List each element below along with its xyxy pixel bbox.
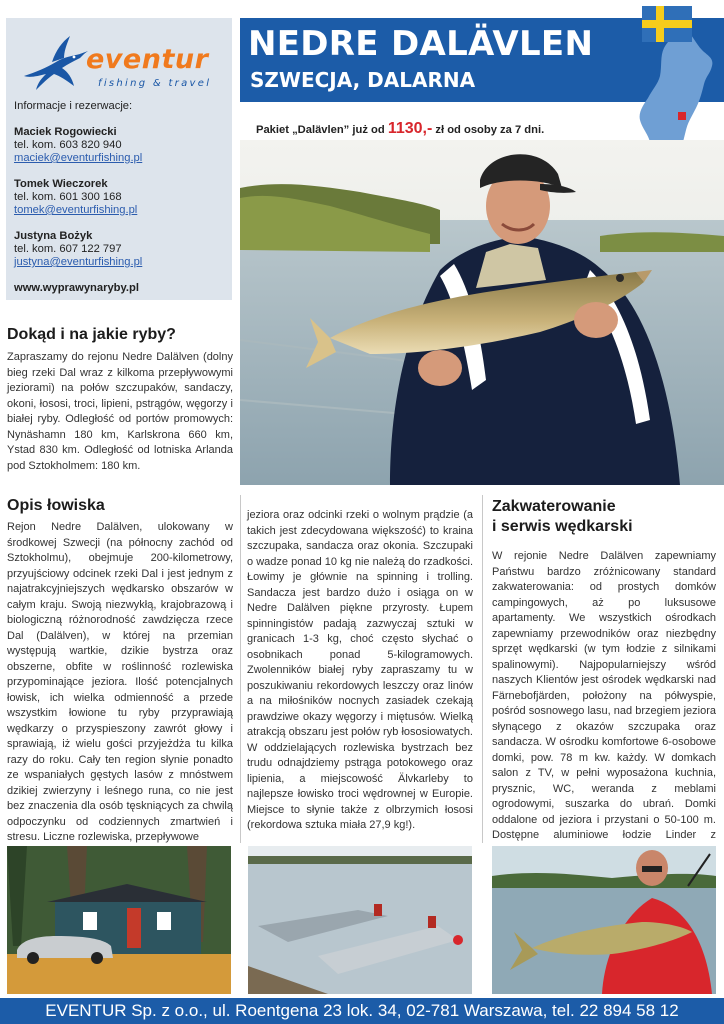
- brand-name: eventur: [86, 44, 209, 75]
- photo-angler-with-pike: [492, 846, 716, 994]
- contact-phone: tel. kom. 601 300 168: [14, 191, 122, 203]
- website-link[interactable]: www.wyprawynaryby.pl: [14, 282, 139, 294]
- contact-email-link[interactable]: tomek@eventurfishing.pl: [14, 204, 138, 216]
- photo-cabin-in-forest: [7, 846, 231, 994]
- column-divider: [240, 495, 241, 843]
- accommodation-section-title: [492, 497, 633, 537]
- contact-email-link[interactable]: maciek@eventurfishing.pl: [14, 152, 143, 164]
- accommodation-title-line-2: i serwis wędkarski: [492, 518, 633, 535]
- footer-address: EVENTUR Sp. z o.o., ul. Roentgena 23 lok. 34, 02-781 Warszawa, tel. 22 894 58 12: [0, 998, 724, 1024]
- photo-boats-at-jetty: [248, 846, 472, 994]
- contact-name: Maciek Rogowiecki: [14, 126, 117, 138]
- contact-heading: Informacje i rezerwacje:: [14, 100, 133, 112]
- page-title: NEDRE DALÄVLEN: [248, 24, 594, 64]
- swordfish-logo-icon: [22, 32, 88, 96]
- description-text-column-2: jeziora oraz odcinki rzeki o wolnym prądzie (a takich jest zdecydowana większość) to kraina szczupaka, sandacza oraz okonia. Szczupaki o wadze ponad 10 kg nie należą do rzadkości. Łowimy je głównie na spinning i trolling. Sandacza jest bardzo dużo i osiąga on w Nedre Dalälven piękne przyrosty. Łupem spinningistów padają zazwyczaj sztuki w granicach 1-3 kg, choć często słychać o osobnikach ponad 5-kilogramowych. Zwolenników białej ryby zapraszamy tu w poszukiwaniu rekordowych leszczy oraz linów a na miłośników nocnych zasiadek czekają prawdziwe okazy węgorzy i miętusów. Wielką atrakcją obszaru jest połów ryb łososiowatych. W oddzielających rozlewiska bystrzach bez trudu odnajdziemy pstrąga potokowego oraz lipienia, a miejscowość Älvkarleby to najlepsze łowisko troci wędrownej w Europie. Miejsce to słynie także z olbrzymich łososi (rekordowa sztuka miała 27,9 kg!).: [247, 509, 473, 831]
- package-prefix: Pakiet „Dalävlen” już od: [256, 124, 385, 136]
- package-offer: [256, 120, 544, 138]
- contact-phone: tel. kom. 603 820 940: [14, 139, 122, 151]
- contact-phone: tel. kom. 607 122 797: [14, 243, 122, 255]
- accommodation-section-text: W rejonie Nedre Dalälven zapewniamy Państwu bardzo zróżnicowany standard zakwaterowania: od prostych domków campingowych, aż po luksusowe apartamenty. We wszystkich ośrodkach zapewniamy przewodników oraz niezbędny sprzęt wędkarski (w tym łodzie z silnikami spalinowymi). Najpopularniejszy wśród naszych Klientów jest ośrodek wędkarski nad Färnebofjärden, położony na półwyspie, pośród sosnowego lasu, nad brzegiem jeziora słynącego z okazów szczupaka oraz sandacza. W ośrodku komfortowe 6-osobowe domki, pow. 78 m kw. każdy. W domkach salon z TV, w pełni wyposażona kuchnia, prysznic, WC, weranda z meblami ogrodowymi, suszarka do ubrań. Domki oddalone od jeziora i przystani o 50-100 m. Dostępne aluminiowe łodzie Linder z: [492, 550, 716, 841]
- contact-person: [14, 126, 228, 165]
- brand-tagline: fishing & travel: [98, 78, 212, 89]
- package-price: 1130,-: [387, 120, 433, 137]
- page-subtitle: SZWECJA, DALARNA: [250, 68, 476, 92]
- package-suffix: zł od osoby za 7 dni.: [435, 124, 545, 136]
- description-text-column-1: Rejon Nedre Dalälven, ulokowany w środkowej Szwecji (na północny zachód od Sztokholmu), obejmuje 200-kilometrowy, przyujściowy odcinek rzeki Dal i jest jednym z najatrakcyjniejszych wędkarsko obszarów w całym kraju. Swoją niezwykłą, krajobrazową i biologiczną różnorodność zawdzięcza rzece Dal (Dalälven), w której na przemian występują wartkie, dzikie bystrza oraz obszerne, obfite w roślinność rozlewiska przypominające jeziora. Ilość potencjalnych łowisk, ich wielka odmienność a przede wszystkim łowione tu ryby przyprawiają wędkarzy o przyspieszony zawrót głowy i sprawiają, iż wielu gości przyjeżdża tu kilka razy do roku. Cały ten region słynie ponadto ze wspaniałych gęstych lasów z mnóstwem dzikiej zwierzyny i leśnego runa, co nie jest bez znaczenia dla osób tęskniących za chwilą odpoczynku od codziennych zmartwień i stresu. Liczne rozlewiska, przepływowe: [7, 521, 233, 843]
- description-section-title: Opis łowiska: [7, 497, 105, 514]
- accommodation-title-line-1: Zakwaterowanie: [492, 498, 616, 515]
- contact-email-link[interactable]: justyna@eventurfishing.pl: [14, 256, 143, 268]
- contact-panel: [6, 18, 232, 300]
- hero-photo-angler-with-zander: [240, 140, 724, 485]
- contact-name: Tomek Wieczorek: [14, 178, 108, 190]
- eventur-logo[interactable]: [18, 26, 228, 104]
- contact-name: Justyna Bożyk: [14, 230, 93, 242]
- where-section-text: Zapraszamy do rejonu Nedre Dalälven (dolny bieg rzeki Dal wraz z kilkoma przepływowymi jeziorami) na połów szczupaków, sandaczy, okoni, łososi, troci, lipieni, pstrągów, węgorzy i białej ryby. Odległość od portów promowych: Nynäshamn 180 km, Karlskrona 660 km, Ystad 830 km. Odległość od lotniska Arlanda pod Sztokholmem: 180 km.: [7, 351, 233, 472]
- column-divider: [482, 495, 483, 843]
- contact-info: [14, 100, 228, 295]
- contact-person: [14, 178, 228, 217]
- contact-person: [14, 230, 228, 269]
- where-section-title: Dokąd i na jakie ryby?: [7, 326, 176, 343]
